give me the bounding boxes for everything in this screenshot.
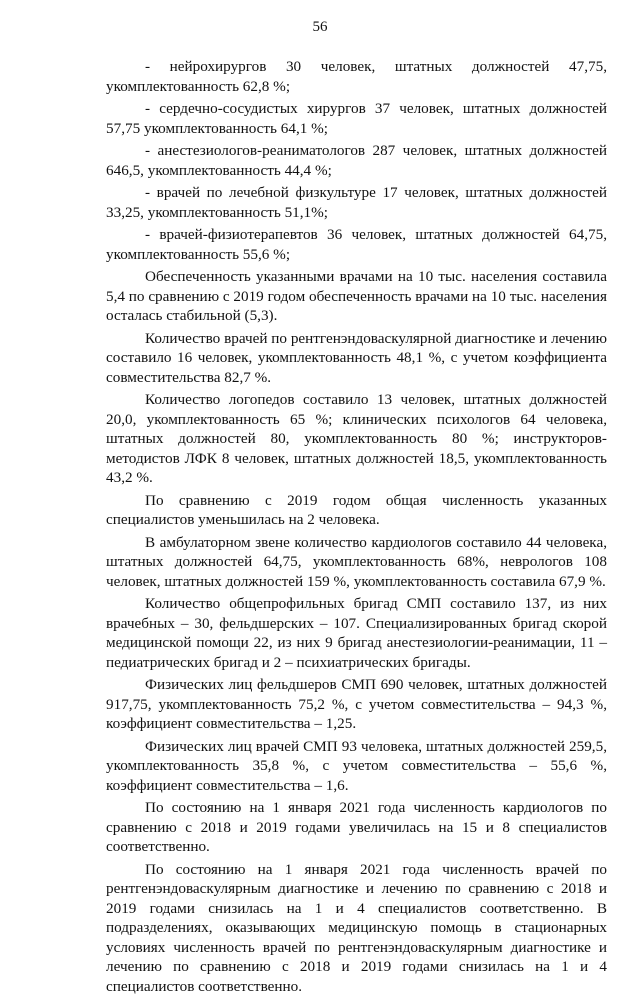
paragraph: По состоянию на 1 января 2021 года численность врачей по рентгенэндоваскулярным диагностике и лечению по сравнению с 2018 и 2019 годами снизилась на 1 и 4 специалистов соответственно. В подразделениях, оказывающих медицинскую помощь в стационарных условиях численность врачей по рентгенэндоваскулярным диагностике и лечению по сравнению с 2018 и 2019 годами снизилась на 1 и 4 специалистов соответственно.	[106, 860, 607, 995]
paragraph: - врачей-физиотерапевтов 36 человек, штатных должностей 64,75, укомплектованность 55,6 %;	[106, 226, 607, 263]
paragraph: - анестезиологов-реаниматологов 287 человек, штатных должностей 646,5, укомплектованность 44,4 %;	[106, 142, 607, 179]
paragraph: Обеспеченность указанными врачами на 10 тыс. населения составила 5,4 по сравнению с 2019 годом обеспеченность врачами на 10 тыс. населения осталась стабильной (5,3).	[106, 268, 607, 324]
paragraph: Количество врачей по рентгенэндоваскулярной диагностике и лечению составило 16 человек, укомплектованность 48,1 %, с учетом коэффициента совместительства 82,7 %.	[106, 329, 607, 386]
paragraph: Физических лиц фельдшеров СМП 690 человек, штатных должностей 917,75, укомплектованность 75,2 %, с учетом совместительства – 94,3 %, коэффициент совместительства – 1,25.	[106, 676, 607, 732]
paragraph: Количество общепрофильных бригад СМП составило 137, из них врачебных – 30, фельдшерских – 107. Специализированных бригад скорой медицинской помощи 22, из них 9 бригад анестезиологии-реанимации, 11 – педиатрических бригад и 2 – психиатрических бригады.	[106, 595, 607, 671]
paragraph: По сравнению с 2019 годом общая численность указанных специалистов уменьшилась на 2 человека.	[106, 491, 607, 528]
paragraph: По состоянию на 1 января 2021 года численность кардиологов по сравнению с 2018 и 2019 годами увеличилась на 15 и 8 специалистов соответственно.	[106, 799, 607, 855]
paragraph: В амбулаторном звене количество кардиологов составило 44 человека, штатных должностей 64,75, укомплектованность 68%, неврологов 108 человек, штатных должностей 159 %, укомплектованность составила 67,9 %.	[106, 533, 607, 590]
paragraph: Физических лиц врачей СМП 93 человека, штатных должностей 259,5, укомплектованность 35,8 %, с учетом совместительства – 55,6 %, коэффициент совместительства – 1,6.	[106, 737, 607, 794]
document-body	[106, 57, 607, 999]
paragraph: Количество логопедов составило 13 человек, штатных должностей 20,0, укомплектованность 65 %; клинических психологов 64 человека, штатных должностей 80, укомплектованность 80 %; инструкторов-методистов ЛФК 8 человек, штатных должностей 18,5, укомплектованность 43,2 %.	[106, 391, 607, 486]
paragraph: - нейрохирургов 30 человек, штатных должностей 47,75, укомплектованность 62,8 %;	[106, 58, 607, 95]
page-number: 56	[312, 19, 328, 35]
paragraph: - врачей по лечебной физкультуре 17 человек, штатных должностей 33,25, укомплектованность 51,1%;	[106, 184, 607, 221]
paragraph: - сердечно-сосудистых хирургов 37 человек, штатных должностей 57,75 укомплектованность 64,1 %;	[106, 100, 607, 137]
